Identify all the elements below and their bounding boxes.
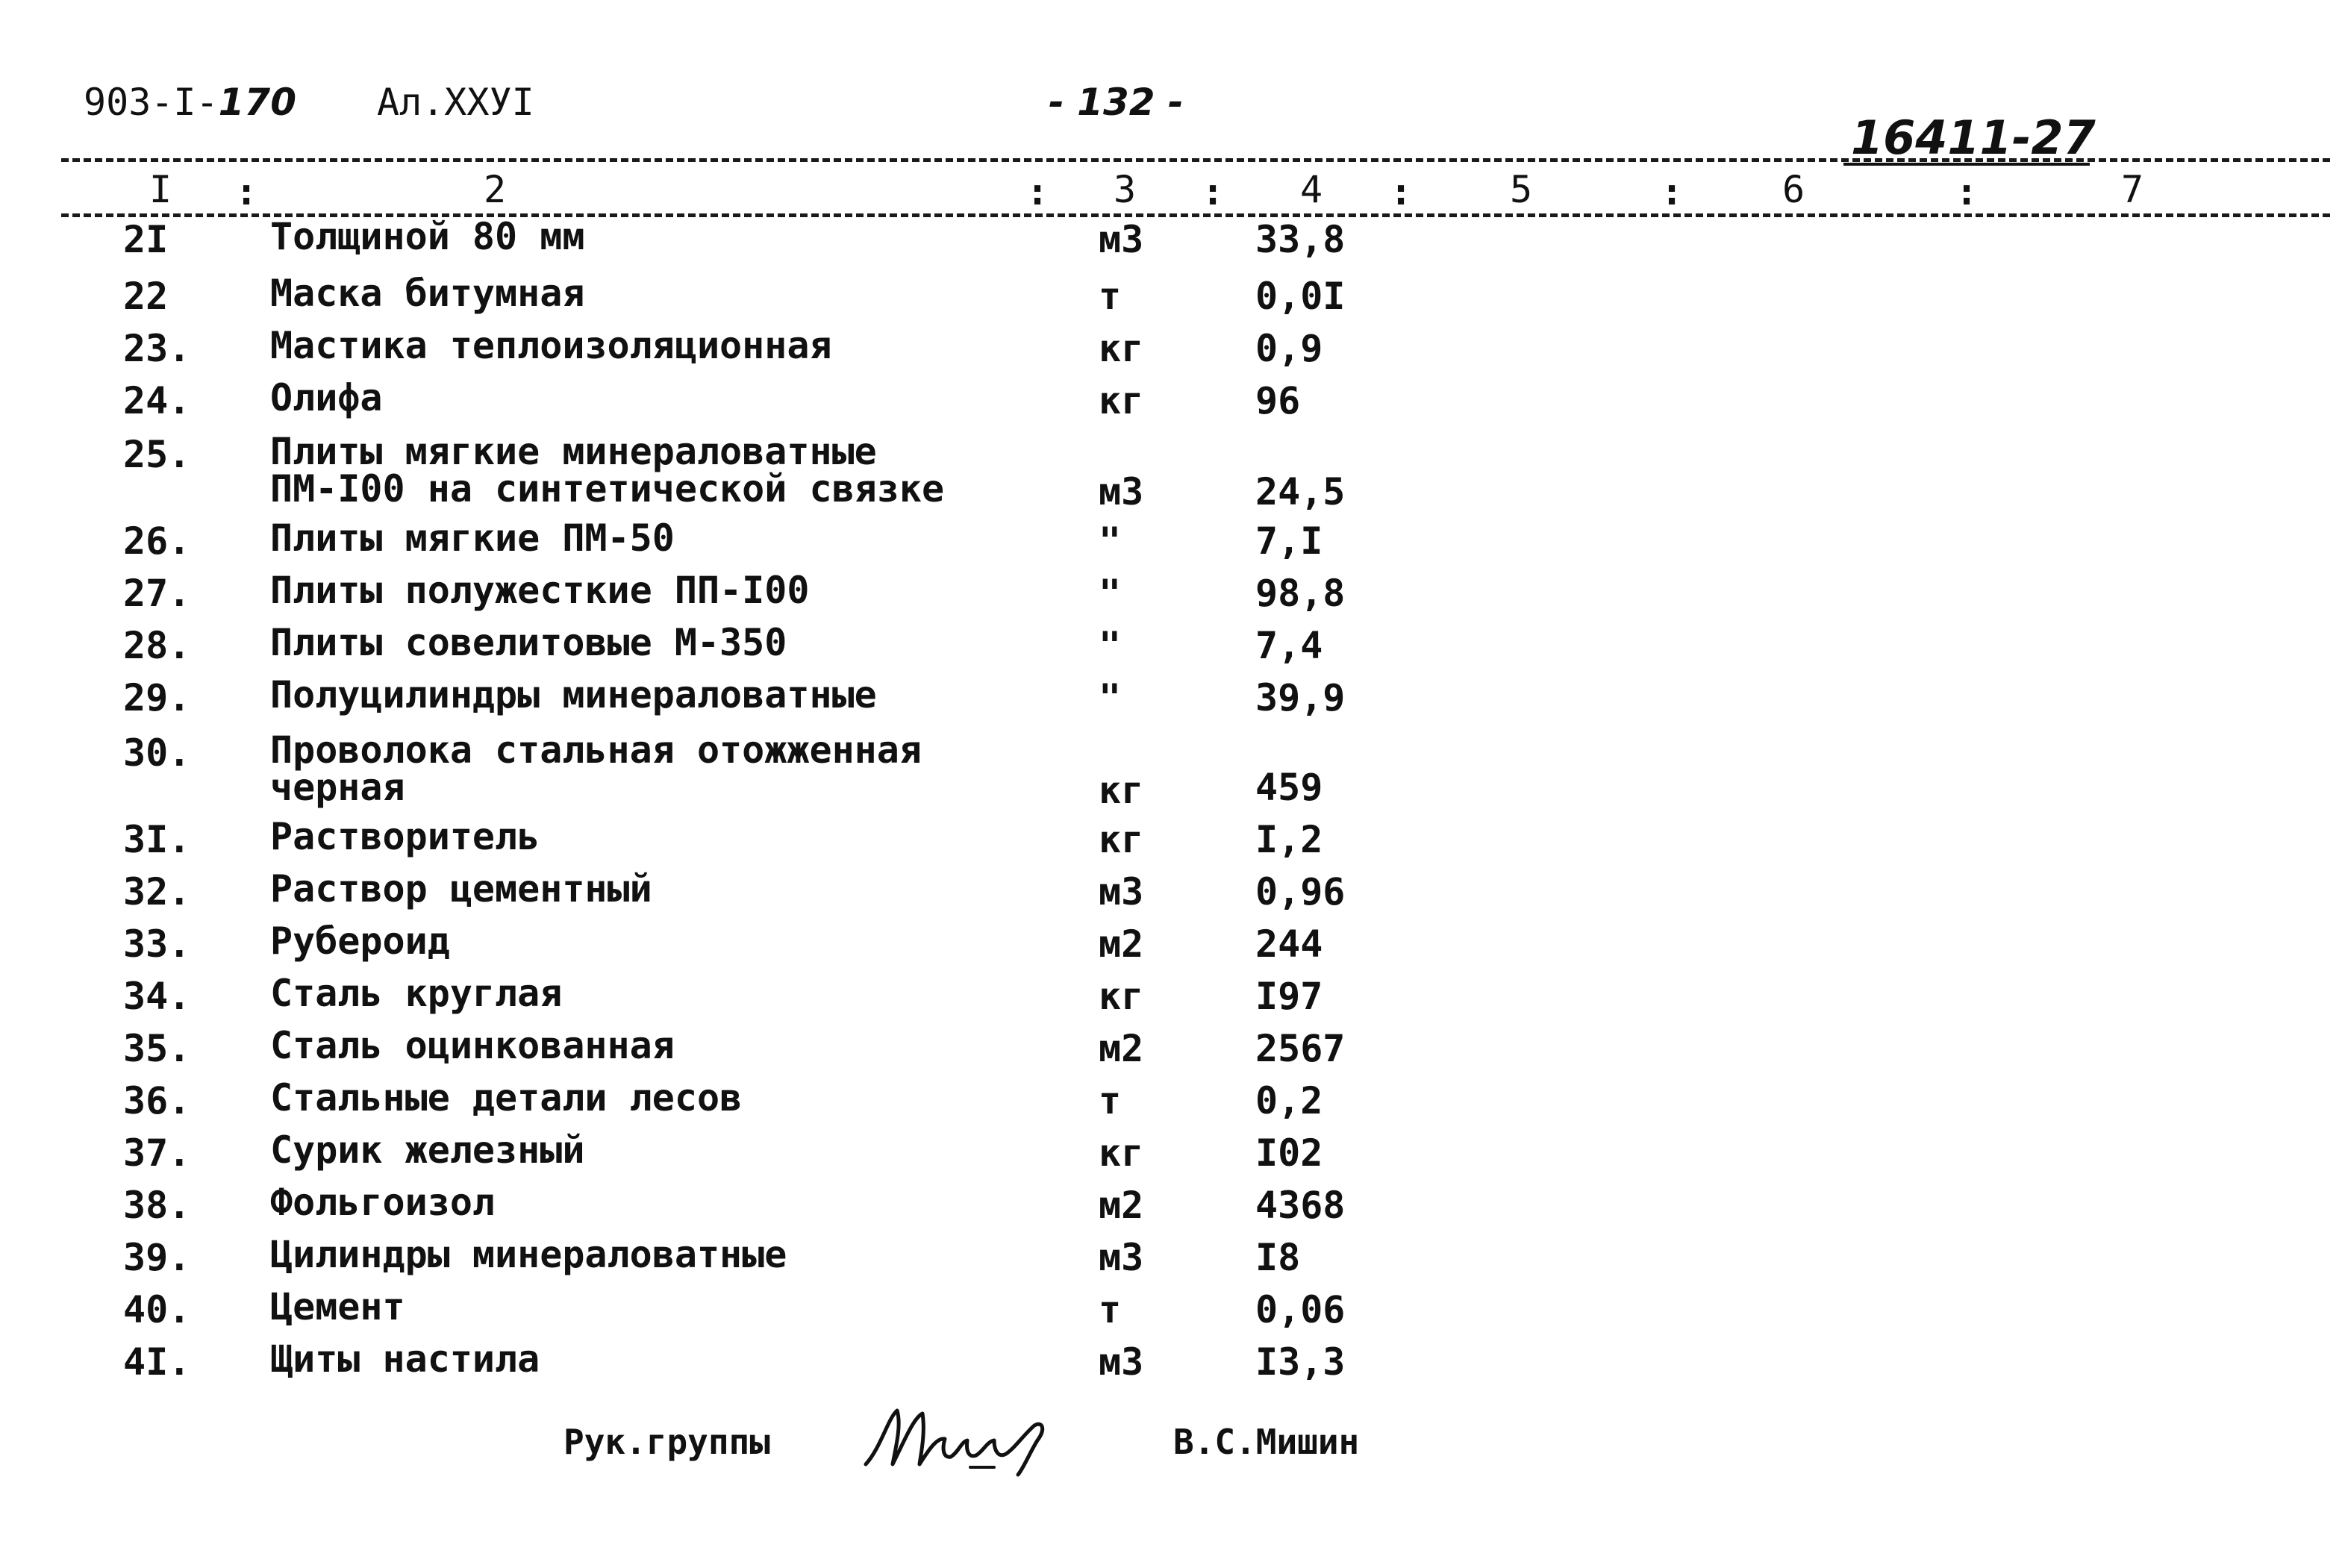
material-name: Плиты совелитовые М-350 [270, 621, 787, 664]
quantity: 244 [1255, 922, 1323, 966]
row-number: 22 [123, 275, 169, 318]
material-name: Щиты настила [270, 1337, 540, 1381]
row-number: 38. [123, 1184, 191, 1227]
material-name [270, 728, 922, 809]
material-name: Мастика теплоизоляционная [270, 324, 832, 367]
unit: кг [1099, 1131, 1144, 1175]
column-number-7: 7 [2121, 168, 2144, 211]
quantity: 2567 [1255, 1027, 1346, 1070]
quantity: 459 [1255, 766, 1323, 809]
unit: " [1099, 624, 1122, 667]
row-number: 37. [123, 1131, 191, 1175]
quantity: 98,8 [1255, 572, 1346, 615]
material-name: Маска битумная [270, 272, 585, 315]
material-name: Сурик железный [270, 1128, 585, 1172]
column-separator: : [1955, 170, 1979, 213]
row-number: 3I. [123, 818, 191, 861]
row-number: 40. [123, 1288, 191, 1331]
stamp-number: 16411-27 [1851, 110, 2096, 165]
quantity: 7,I [1255, 519, 1323, 563]
unit: кг [1099, 327, 1144, 370]
column-number-2: 2 [484, 168, 507, 211]
quantity: 24,5 [1255, 470, 1346, 513]
unit: кг [1099, 975, 1144, 1018]
material-name: Плиты полужесткие ПП-I00 [270, 569, 810, 612]
unit: кг [1099, 769, 1144, 812]
unit: м3 [1099, 470, 1144, 513]
material-name: Цилиндры минераловатные [270, 1233, 787, 1276]
row-number: 33. [123, 922, 191, 966]
quantity: 0,0I [1255, 275, 1346, 318]
unit: " [1099, 676, 1122, 719]
quantity: 96 [1255, 379, 1301, 422]
material-name: Сталь круглая [270, 972, 563, 1015]
material-name: Стальные детали лесов [270, 1076, 743, 1119]
material-name: Плиты мягкие ПМ-50 [270, 516, 675, 560]
column-number-1: I [149, 168, 172, 211]
column-number-5: 5 [1510, 168, 1533, 211]
quantity: 0,2 [1255, 1079, 1323, 1122]
document-code-handwritten: 170 [218, 81, 296, 124]
unit: м3 [1099, 870, 1144, 913]
column-number-6: 6 [1782, 168, 1805, 211]
unit: м2 [1099, 1184, 1144, 1227]
column-separator: : [1202, 170, 1225, 213]
material-name-line: черная [270, 766, 405, 809]
quantity: 7,4 [1255, 624, 1323, 667]
column-separator: : [1390, 170, 1413, 213]
row-number: 34. [123, 975, 191, 1018]
unit: " [1099, 572, 1122, 615]
signer-name: В.С.Мишин [1173, 1422, 1360, 1462]
row-number: 39. [123, 1236, 191, 1279]
row-number: 30. [123, 731, 191, 775]
column-separator: : [1026, 170, 1049, 213]
column-number-3: 3 [1114, 168, 1137, 211]
row-number: 32. [123, 870, 191, 913]
handwritten-signature [858, 1396, 1060, 1478]
unit: м3 [1099, 1340, 1144, 1384]
row-number: 25. [123, 433, 191, 476]
row-number: 35. [123, 1027, 191, 1070]
row-number: 2I [123, 218, 169, 261]
unit: м2 [1099, 1027, 1144, 1070]
row-number: 36. [123, 1079, 191, 1122]
row-number: 24. [123, 379, 191, 422]
unit: м2 [1099, 922, 1144, 966]
quantity: I02 [1255, 1131, 1323, 1175]
material-name: Олифа [270, 376, 383, 419]
unit: т [1099, 1288, 1122, 1331]
row-number: 23. [123, 327, 191, 370]
material-name: Рубероид [270, 919, 450, 963]
material-name-line: ПМ-I00 на синтетической связке [270, 467, 945, 510]
quantity: 39,9 [1255, 676, 1346, 719]
material-name: Раствор цементный [270, 867, 652, 910]
unit: кг [1099, 379, 1144, 422]
unit: т [1099, 275, 1122, 318]
quantity: 0,96 [1255, 870, 1346, 913]
quantity: I3,3 [1255, 1340, 1346, 1384]
quantity: I8 [1255, 1236, 1301, 1279]
quantity: 0,9 [1255, 327, 1323, 370]
column-number-4: 4 [1300, 168, 1323, 211]
album-label: Ал.XXУI [377, 81, 534, 124]
material-name: Сталь оцинкованная [270, 1024, 675, 1067]
row-number: 4I. [123, 1340, 191, 1384]
row-number: 27. [123, 572, 191, 615]
material-name: Растворитель [270, 815, 540, 858]
row-number: 28. [123, 624, 191, 667]
page-number: - 132 - [1049, 81, 1184, 124]
column-separator: : [235, 170, 258, 213]
unit: " [1099, 519, 1122, 563]
quantity: 0,06 [1255, 1288, 1346, 1331]
table-top-rule [61, 158, 2330, 162]
row-number: 29. [123, 676, 191, 719]
material-name-line: Плиты мягкие минераловатные [270, 430, 877, 473]
quantity: I97 [1255, 975, 1323, 1018]
material-name: Толщиной 80 мм [270, 215, 585, 258]
quantity: I,2 [1255, 818, 1323, 861]
material-name [270, 430, 945, 510]
stamp-underline [1843, 163, 2090, 166]
unit: м3 [1099, 218, 1144, 261]
document-code [84, 81, 296, 124]
unit: м3 [1099, 1236, 1144, 1279]
material-name: Фольгоизол [270, 1181, 496, 1224]
material-name: Полуцилиндры минераловатные [270, 673, 877, 716]
role-label: Рук.группы [563, 1422, 770, 1462]
quantity: 4368 [1255, 1184, 1346, 1227]
unit: т [1099, 1079, 1122, 1122]
material-name: Цемент [270, 1285, 405, 1328]
quantity: 33,8 [1255, 218, 1346, 261]
unit: кг [1099, 818, 1144, 861]
material-name-line: Проволока стальная отожженная [270, 728, 922, 772]
row-number: 26. [123, 519, 191, 563]
document-code-prefix: 903-I- [84, 81, 219, 124]
column-separator: : [1661, 170, 1684, 213]
